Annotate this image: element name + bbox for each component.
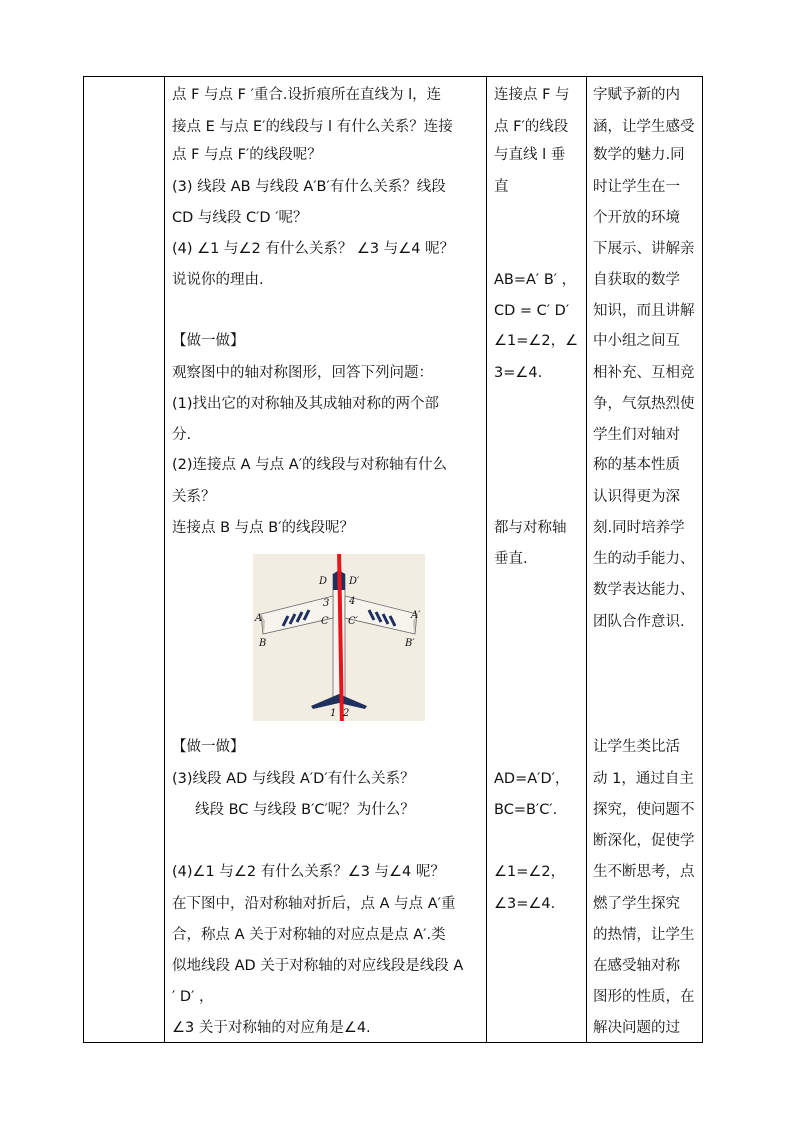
text-line: 关系？ bbox=[172, 489, 216, 505]
text-line: 团队合作意识. bbox=[593, 614, 685, 630]
text-line: 生不断思考，点 bbox=[593, 864, 695, 880]
text-line: 动 1，通过自主 bbox=[593, 771, 694, 787]
text-line: ∠1=∠2，∠ bbox=[494, 333, 579, 349]
label-B: B bbox=[259, 638, 267, 649]
text-line: 生的动手能力、 bbox=[593, 551, 695, 567]
text-line: ∠3=∠4. bbox=[494, 896, 556, 912]
text-line: 与直线 l 垂 bbox=[494, 147, 566, 163]
empty-stage-cell bbox=[84, 77, 164, 1042]
label-A: A bbox=[255, 613, 263, 624]
text-line: BC=B′C′. bbox=[494, 802, 558, 818]
text-line: 知识，而且讲解 bbox=[593, 303, 695, 319]
text-line: (2)连接点 A 与点 A′的线段与对称轴有什么 bbox=[172, 457, 447, 473]
text-line: ∠3 关于对称轴的对应角是∠4. bbox=[172, 1020, 371, 1036]
text-line: 数学表达能力、 bbox=[593, 582, 695, 598]
text-line: 的热情，让学生 bbox=[593, 927, 695, 943]
text-line: 认识得更为深 bbox=[593, 489, 680, 505]
design-intent-cell bbox=[587, 77, 703, 1042]
text-line: 直 bbox=[494, 179, 509, 195]
text-line: 说说你的理由. bbox=[172, 272, 264, 288]
text-line: AB=A′ B′ ， bbox=[494, 272, 577, 288]
text-line: 接点 E 与点 E′的线段与 l 有什么关系？连接 bbox=[172, 119, 453, 135]
text-line: 自获取的数学 bbox=[593, 272, 680, 288]
text-line: CD 与线段 C′D ′呢？ bbox=[172, 210, 308, 226]
text-line: AD=A′D′， bbox=[494, 771, 570, 787]
text-line: (3)线段 AD 与线段 A′D′有什么关系？ bbox=[172, 771, 415, 787]
text-line: 点 F′的线段 bbox=[494, 119, 569, 135]
text-line: (1)找出它的对称轴及其成轴对称的两个部 bbox=[172, 396, 440, 412]
label-B-prime: B′ bbox=[405, 638, 415, 649]
text-line: 分. bbox=[172, 427, 192, 443]
text-line: 字赋予新的内 bbox=[593, 87, 680, 103]
text-line: 解决问题的过 bbox=[593, 1020, 680, 1036]
text-line: 时让学生在一 bbox=[593, 179, 680, 195]
text-line: 3=∠4. bbox=[494, 365, 543, 381]
text-line: 垂直. bbox=[494, 551, 528, 567]
text-line: 连接点 F 与 bbox=[494, 87, 570, 103]
text-line: 下展示、讲解亲 bbox=[593, 241, 695, 257]
text-line: 连接点 B 与点 B′的线段呢？ bbox=[172, 520, 355, 536]
text-line: 合，称点 A 关于对称轴的对应点是点 A′.类 bbox=[172, 927, 446, 943]
label-C-prime: C′ bbox=[348, 616, 358, 627]
text-line: 个开放的环境 bbox=[593, 210, 680, 226]
text-line: 中小组之间互 bbox=[593, 333, 680, 349]
text-line: 在下图中，沿对称轴对折后，点 A 与点 A′重 bbox=[172, 896, 456, 912]
text-line: 燃了学生探究 bbox=[593, 896, 680, 912]
label-4: 4 bbox=[349, 596, 356, 607]
text-line: (3) 线段 AB 与线段 A′B′有什么关系？线段 bbox=[172, 179, 446, 195]
text-line: 刻.同时培养学 bbox=[593, 520, 685, 536]
text-line: 图形的性质，在 bbox=[593, 989, 695, 1005]
text-line: 断深化，促使学 bbox=[593, 833, 695, 849]
label-1: 1 bbox=[330, 708, 337, 719]
text-line: 相补充、互相竞 bbox=[593, 365, 695, 381]
text-line: (4)∠1 与∠2 有什么关系？∠3 与∠4 呢？ bbox=[172, 864, 445, 880]
airplane-figure bbox=[253, 554, 425, 721]
text-line: ∠1=∠2， bbox=[494, 864, 566, 880]
text-line: 点 F 与点 F′的线段呢？ bbox=[172, 147, 322, 163]
text-line: CD = C′ D′ bbox=[494, 303, 570, 319]
lesson-content-cell bbox=[165, 77, 486, 1042]
text-line: 在感受轴对称 bbox=[593, 958, 680, 974]
text-line: 让学生类比活 bbox=[593, 739, 680, 755]
section-heading: 【做一做】 bbox=[172, 333, 245, 349]
label-D: D bbox=[319, 576, 328, 587]
text-line: 线段 BC 与线段 B′C′呢？为什么？ bbox=[195, 802, 415, 818]
text-line: (4) ∠1 与∠2 有什么关系？ ∠3 与∠4 呢？ bbox=[172, 241, 455, 257]
text-line: 数学的魅力.同 bbox=[593, 147, 685, 163]
label-3: 3 bbox=[323, 598, 330, 609]
text-line: ′ D′ ， bbox=[172, 989, 214, 1005]
lesson-table bbox=[83, 76, 703, 1043]
text-line: 涵，让学生感受 bbox=[593, 119, 695, 135]
text-line: 学生们对轴对 bbox=[593, 427, 680, 443]
label-2: 2 bbox=[343, 708, 350, 719]
text-line: 点 F 与点 F ′重合.设折痕所在直线为 l，连 bbox=[172, 87, 442, 103]
text-line: 称的基本性质 bbox=[593, 457, 680, 473]
text-line: 都与对称轴 bbox=[494, 520, 567, 536]
text-line: 似地线段 AD 关于对称轴的对应线段是线段 A bbox=[172, 958, 464, 974]
label-D-prime: D′ bbox=[349, 576, 360, 587]
label-A-prime: A′ bbox=[411, 610, 421, 621]
section-heading: 【做一做】 bbox=[172, 739, 245, 755]
text-line: 争，气氛热烈使 bbox=[593, 396, 695, 412]
text-line: 观察图中的轴对称图形，回答下列问题： bbox=[172, 365, 433, 381]
label-C: C bbox=[321, 616, 329, 627]
student-answer-cell bbox=[487, 77, 586, 1042]
text-line: 探究，使问题不 bbox=[593, 802, 695, 818]
